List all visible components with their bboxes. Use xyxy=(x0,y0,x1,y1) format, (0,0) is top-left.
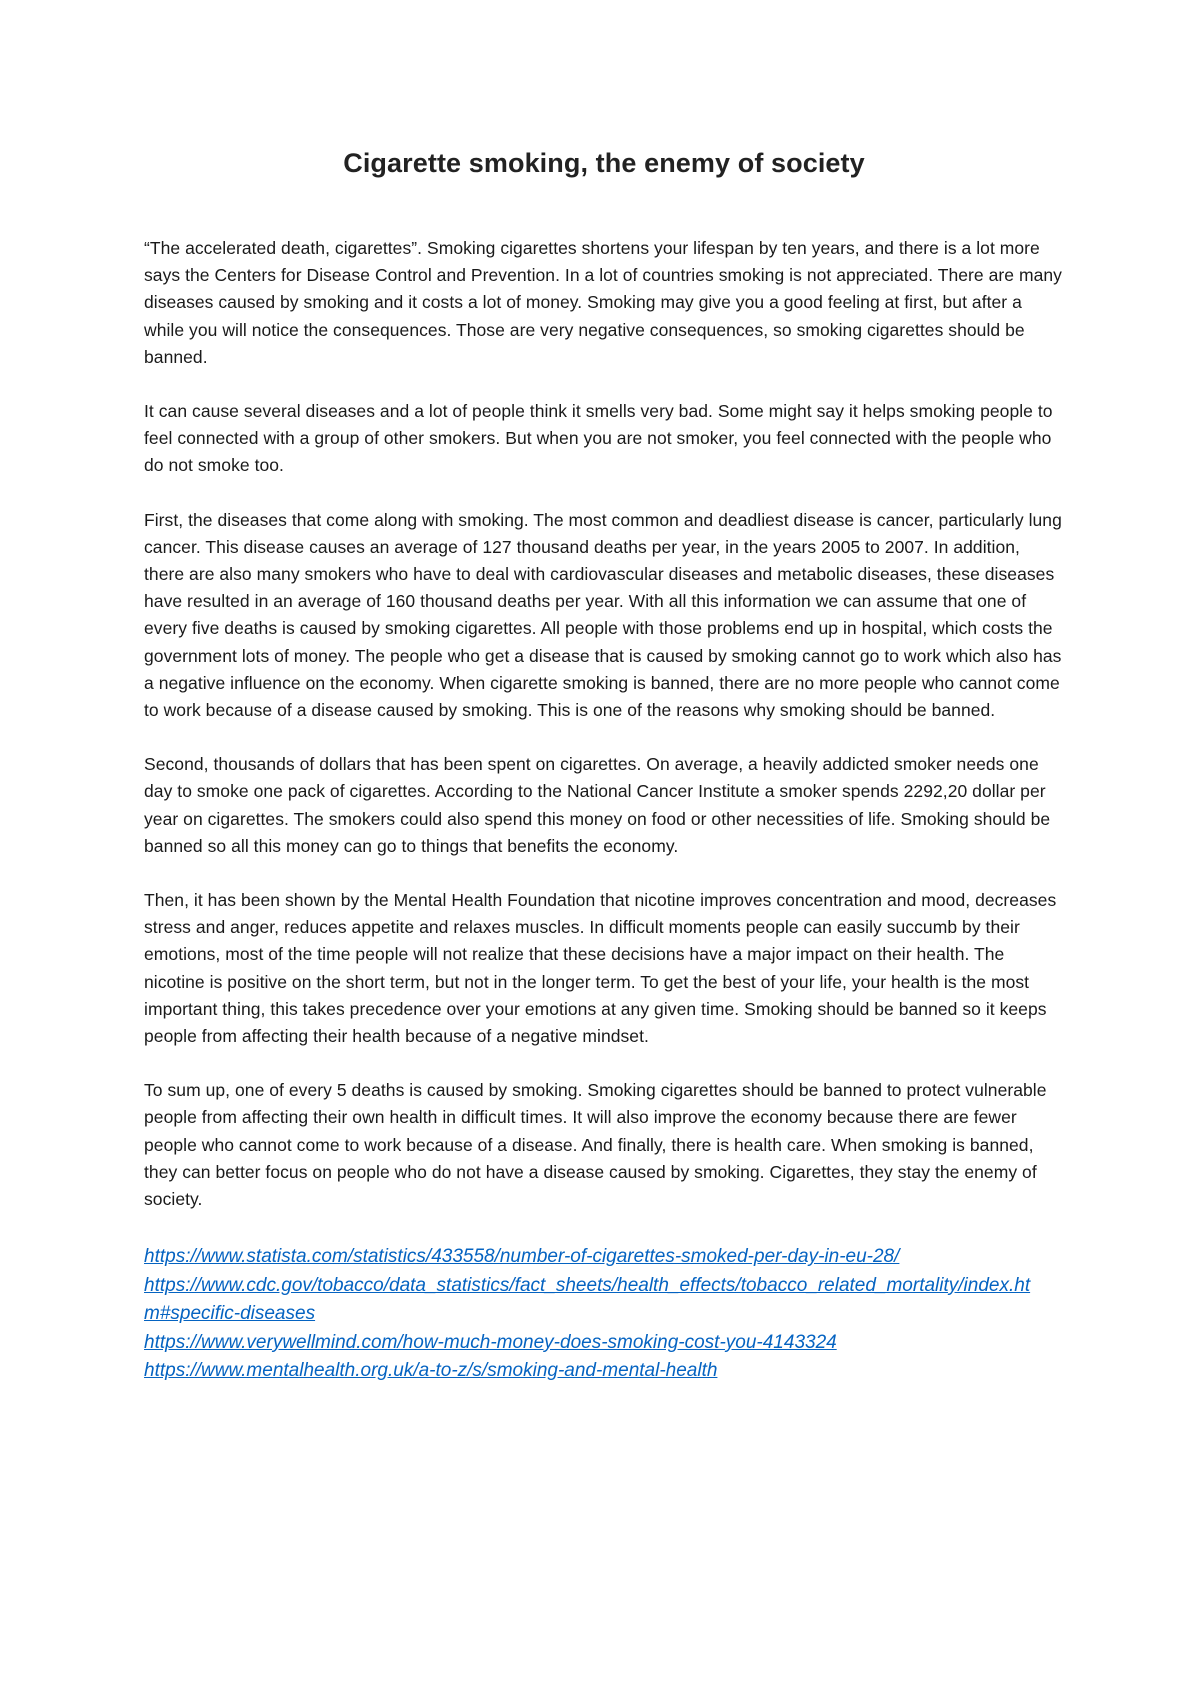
reference-link-mentalhealth[interactable]: https://www.mentalhealth.org.uk/a-to-z/s/smoking-and-mental-health xyxy=(144,1360,718,1382)
reference-list xyxy=(144,1243,1064,1386)
paragraph-diseases: First, the diseases that come along with smoking. The most common and deadliest disease is cancer, particularly lung cancer. This disease causes an average of 127 thousand deaths per year, in the years 2005 to 2007. In addition, there are also many smokers who have to deal with cardiovascular diseases and metabolic diseases, these diseases have resulted in an average of 160 thousand deaths per year. With all this information we can assume that one of every five deaths is caused by smoking cigarettes. All people with those problems end up in hospital, which costs the government lots of money. The people who get a disease that is caused by smoking cannot go to work which also has a negative influence on the economy. When cigarette smoking is banned, there are no more people who cannot come to work because of a disease caused by smoking. This is one of the reasons why smoking should be banned. xyxy=(144,509,1062,721)
reference-link-verywellmind[interactable]: https://www.verywellmind.com/how-much-money-does-smoking-cost-you-4143324 xyxy=(144,1331,837,1353)
paragraph-intro: “The accelerated death, cigarettes”. Smoking cigarettes shortens your lifespan by ten years, and there is a lot more says the Centers for Disease Control and Prevention. In a lot of countries smoking is not appreciated. There are many diseases caused by smoking and it costs a lot of money. Smoking may give you a good feeling at first, but after a while you will notice the consequences. Those are very negative consequences, so smoking cigarettes should be banned. xyxy=(144,238,1062,367)
reference-link-statista[interactable]: https://www.statista.com/statistics/433558/number-of-cigarettes-smoked-per-day-in-eu-28/ xyxy=(144,1246,900,1268)
paragraph-conclusion: To sum up, one of every 5 deaths is caused by smoking. Smoking cigarettes should be banned to protect vulnerable people from affecting their own health in difficult times. It will also improve the economy because there are fewer people who cannot come to work because of a disease. And finally, there is health care. When smoking is banned, they can better focus on people who do not have a disease caused by smoking. Cigarettes, they stay the enemy of society. xyxy=(144,1080,1047,1210)
paragraph-mental-health: Then, it has been shown by the Mental Health Foundation that nicotine improves concentration and mood, decreases stress and anger, reduces appetite and relaxes muscles. In difficult moments people can easily succumb by their emotions, most of the time people will not realize that these decisions have a major impact on their health. The nicotine is positive on the short term, but not in the longer term. To get the best of your life, your health is the most important thing, this takes precedence over your emotions at any given time. Smoking should be banned so it keeps people from affecting their health because of a negative mindset. xyxy=(144,890,1057,1047)
document-page xyxy=(144,148,1064,1386)
document-title: Cigarette smoking, the enemy of society xyxy=(343,148,865,178)
paragraph-costs: Second, thousands of dollars that has been spent on cigarettes. On average, a heavily addicted smoker needs one day to smoke one pack of cigarettes. According to the National Cancer Institute a smoker spends 2292,20 dollar per year on cigarettes. The smokers could also spend this money on food or other necessities of life. Smoking should be banned so all this money can go to things that benefits the economy. xyxy=(144,754,1051,856)
reference-link-cdc[interactable]: https://www.cdc.gov/tobacco/data_statistics/fact_sheets/health_effects/tobacco_related_mortality/index.htm#specific-diseases xyxy=(144,1274,1031,1325)
paragraph-counterargument: It can cause several diseases and a lot of people think it smells very bad. Some might say it helps smoking people to feel connected with a group of other smokers. But when you are not smoker, you feel connected with the people who do not smoke too. xyxy=(144,401,1053,476)
